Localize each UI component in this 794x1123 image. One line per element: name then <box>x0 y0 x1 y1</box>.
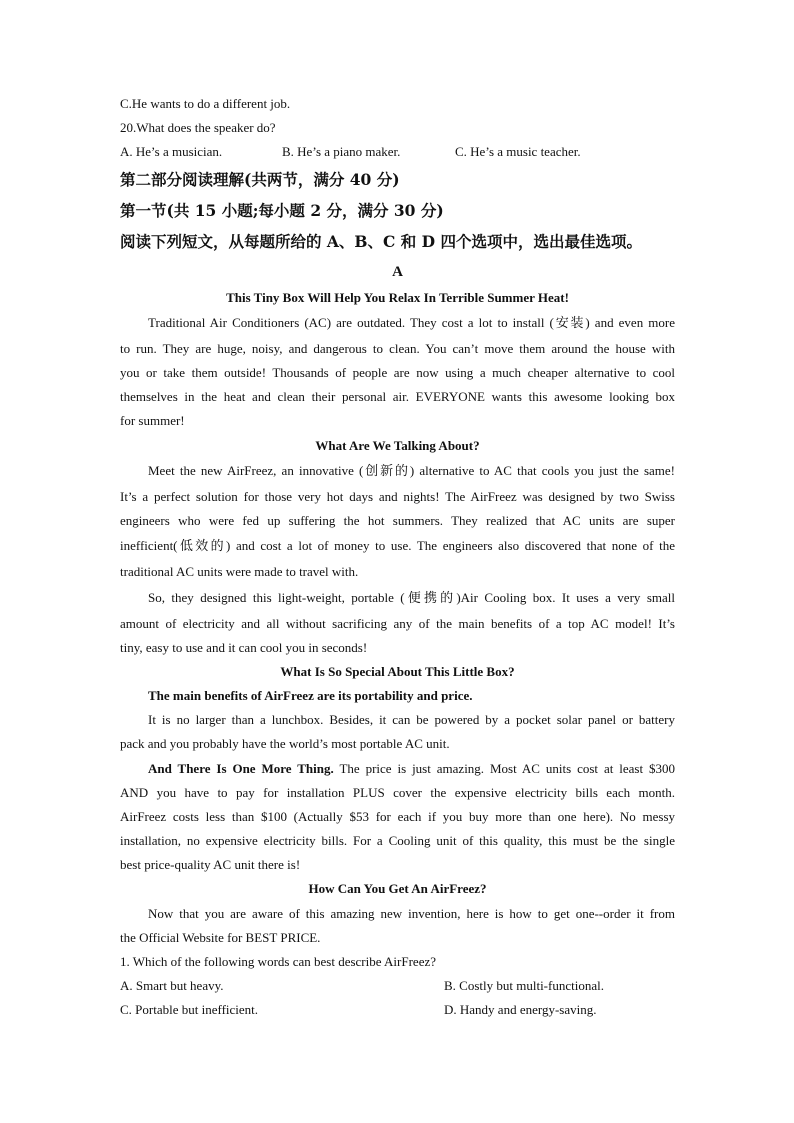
paragraph-text: The price is just amazing. Most AC units cost at least $300 <box>333 761 676 776</box>
bold-lead: And There Is One More Thing. <box>148 761 334 776</box>
paragraph-line: amount of electricity and all without sacrificing any of the main benefits of a top AC model! It’s <box>120 616 675 631</box>
paragraph-line: So, they designed this light-weight, portable (便携的)Air Cooling box. It uses a very small <box>148 590 675 605</box>
paragraph-line: It’s a perfect solution for those very hot days and nights! The AirFreez was designed by two Swiss <box>120 489 675 504</box>
paragraph-line: engineers who were fed up suffering the hot summers. They realized that AC units are super <box>120 513 675 528</box>
q20-option-c: C. He’s a music teacher. <box>455 144 581 159</box>
paragraph-line: traditional AC units were made to travel with. <box>120 564 359 579</box>
paragraph-line: for summer! <box>120 413 185 428</box>
instruction: 阅读下列短文，从每题所给的 A、B、C 和 D 四个选项中，选出最佳选项。 <box>120 232 642 251</box>
paragraph-line: Meet the new AirFreez, an innovative (创新的) alternative to AC that cools you just the same! <box>148 463 675 478</box>
section-title: 第一节(共 15 小题;每小题 2 分，满分 30 分) <box>120 201 444 220</box>
paragraph-line: It is no larger than a lunchbox. Besides, it can be powered by a pocket solar panel or battery <box>148 712 675 727</box>
heading-special: What Is So Special About This Little Box? <box>280 664 515 679</box>
paragraph-line: to run. They are huge, noisy, and dangerous to clean. You can’t move them around the house with <box>120 341 675 356</box>
heading-how-get: How Can You Get An AirFreez? <box>308 881 487 896</box>
paragraph-line: AND you have to pay for installation PLUS cover the expensive electricity bills each month. <box>120 785 675 800</box>
q1-option-b: B. Costly but multi-functional. <box>444 978 604 993</box>
paragraph-line: inefficient(低效的) and cost a lot of money to use. The engineers also discovered that none of the <box>120 538 675 553</box>
passage-title: This Tiny Box Will Help You Relax In Terrible Summer Heat! <box>226 290 569 305</box>
q20-option-b: B. He’s a piano maker. <box>282 144 401 159</box>
paragraph-line: you or take them outside! Thousands of people are now using a much cheaper alternative to cool <box>120 365 675 380</box>
q1-option-d: D. Handy and energy-saving. <box>444 1002 597 1017</box>
paragraph-line: installation, no expensive electricity bills. For a Cooling unit of this quality, this must be the single <box>120 833 675 848</box>
paragraph-line: AirFreez costs less than $100 (Actually $53 for each if you buy more than one here). No messy <box>120 809 675 824</box>
part-title: 第二部分阅读理解(共两节，满分 40 分) <box>120 170 400 189</box>
q1-option-a: A. Smart but heavy. <box>120 978 224 993</box>
paragraph-line: Now that you are aware of this amazing new invention, here is how to get one--order it from <box>148 906 675 921</box>
bold-line: The main benefits of AirFreez are its portability and price. <box>148 688 473 703</box>
paragraph-line: Traditional Air Conditioners (AC) are outdated. They cost a lot to install (安装) and even more <box>148 315 675 330</box>
q20-option-a: A. He’s a musician. <box>120 144 223 159</box>
paragraph-line: the Official Website for BEST PRICE. <box>120 930 321 945</box>
paragraph-line <box>120 760 675 778</box>
paragraph-line: best price-quality AC unit there is! <box>120 857 301 872</box>
heading-what-are-we: What Are We Talking About? <box>315 438 480 453</box>
paragraph-line: tiny, easy to use and it can cool you in seconds! <box>120 640 368 655</box>
question-1-stem: 1. Which of the following words can best describe AirFreez? <box>120 954 436 969</box>
question-20: 20.What does the speaker do? <box>120 120 276 135</box>
q1-option-c: C. Portable but inefficient. <box>120 1002 259 1017</box>
passage-letter: A <box>392 264 403 280</box>
paragraph-line: themselves in the heat and clean their personal air. EVERYONE wants this awesome looking box <box>120 389 675 404</box>
paragraph-line: pack and you probably have the world’s most portable AC unit. <box>120 736 450 751</box>
option-line: C.He wants to do a different job. <box>120 96 291 111</box>
